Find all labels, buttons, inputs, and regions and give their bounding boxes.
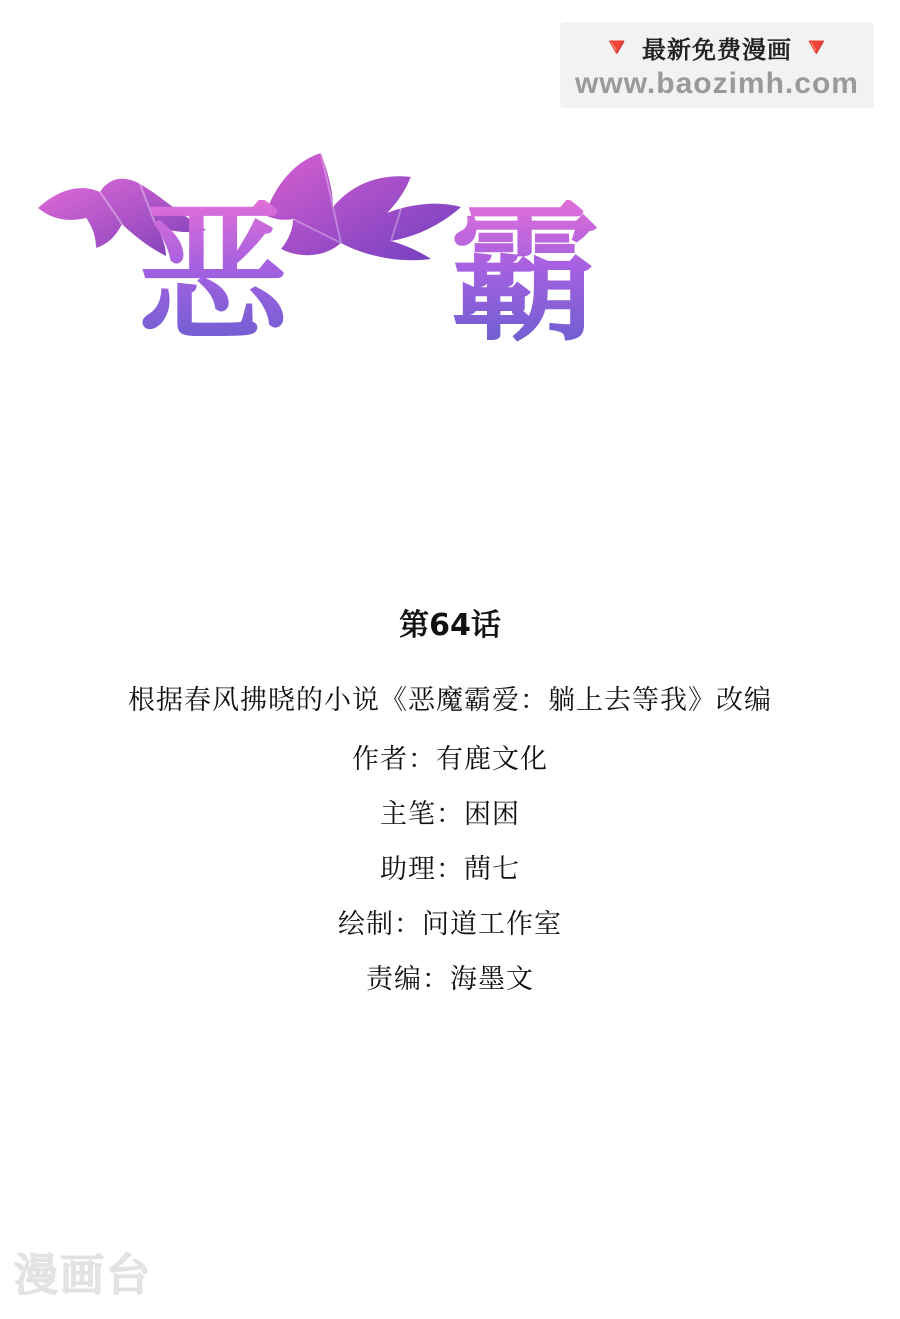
title-char-1: 恶 [137, 188, 294, 362]
title-text [0, 188, 900, 404]
down-arrow-icon-right: 🔻 [800, 32, 834, 62]
credits-block [0, 600, 900, 1012]
watermark-url: www.baozimh.com [575, 66, 859, 100]
watermark-banner [560, 22, 874, 108]
watermark-top-text: 最新免费漫画 [642, 36, 792, 64]
title-artwork [0, 140, 900, 480]
credit-assistant: 助理：蔄七 [380, 854, 520, 885]
title-char-2: 魔 [293, 230, 450, 404]
watermark-top-line [601, 30, 834, 65]
title-char-4: 爱 [606, 206, 763, 380]
credit-illustration: 绘制：问道工作室 [338, 909, 562, 940]
down-arrow-icon-left: 🔻 [600, 32, 634, 62]
credit-author: 作者：有鹿文化 [352, 744, 548, 775]
credit-editor: 责编：海墨文 [366, 964, 534, 995]
credit-lead-artist: 主笔：困困 [380, 799, 520, 830]
title-char-3: 霸 [450, 188, 607, 362]
chapter-title: 第64话 [399, 608, 501, 643]
site-logo: 漫画台 [14, 1250, 152, 1301]
adaptation-note: 根据春风拂晓的小说《恶魔霸爱：躺上去等我》改编 [128, 685, 772, 716]
